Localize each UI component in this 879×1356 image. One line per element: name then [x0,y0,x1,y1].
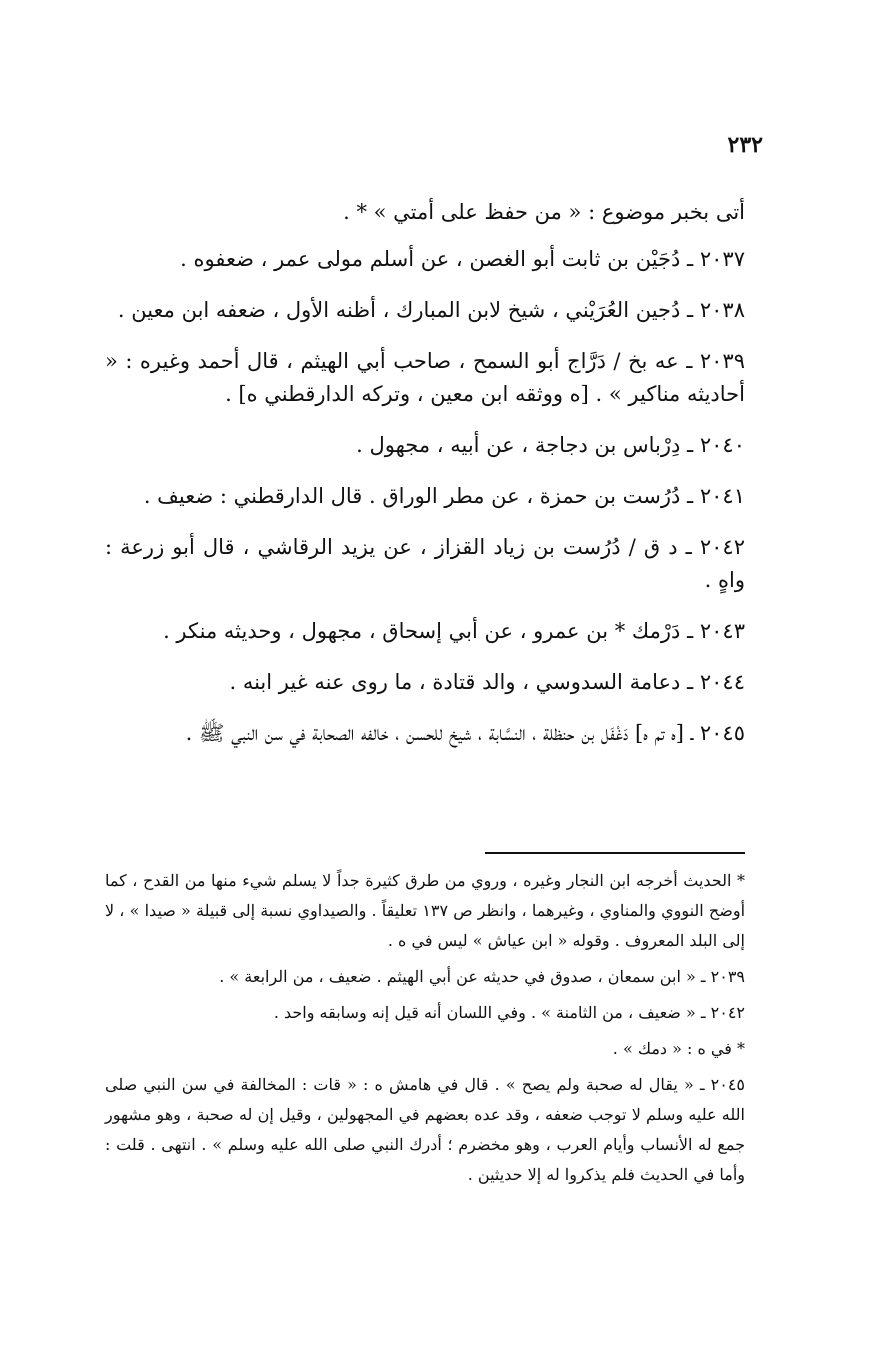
entry-2044: ٢٠٤٤ ـ دعامة السدوسي ، والد قتادة ، ما روى عنه غير ابنه . [229,670,745,694]
footnote-separator [485,852,745,854]
main-text [105,196,745,768]
entry-2042: ٢٠٤٢ ـ د ق / دُرُست بن زياد القزاز ، عن يزيد الرقاشي ، قال أبو زرعة : واهٍ . [105,535,745,592]
entry-2041: ٢٠٤١ ـ دُرُست بن حمزة ، عن مطر الوراق . قال الدارقطني : ضعيف . [143,484,745,508]
footnote-darmak: * في ه : « دمك » . [612,1039,745,1058]
footnote-hadith: * الحديث أخرجه ابن النجار وغيره ، وروي من طرق كثيرة جداً لا يسلم شيء منها من القدح ، كما أوضح النووي والمناوي ، وغيرهما ، وانظر ص ١٣٧ تعليقاً . والصيداوي نسبة إلى قبيلة « صيدا » ، لا إلى البلد المعروف . وقوله « ابن عياش » ليس في ه . [105,871,746,950]
footnote-2042: ٢٠٤٢ ـ « ضعيف ، من الثامنة » . وفي اللسان أنه قيل إنه وسابقه واحد . [273,1003,745,1022]
entry-2045: ٢٠٤٥ ـ [ه تم ه] دَغْفَل بن حنظلة ، النسَّابة ، شيخ للحسن ، خالفه الصحابة في سن النبي ﷺ . [185,721,745,745]
footnote-2039: ٢٠٣٩ ـ « ابن سمعان ، صدوق في حديثه عن أبي الهيثم . ضعيف ، من الرابعة » . [219,967,745,986]
footnotes [105,866,745,1196]
entry-2039: ٢٠٣٩ ـ عه بخ / دَرَّاج أبو السمح ، صاحب أبي الهيثم ، قال أحمد وغيره : « أحاديثه مناكير » . [ه ووثقه ابن معين ، وتركه الدارقطني ه] . [105,349,745,406]
entry-2037: ٢٠٣٧ ـ دُجَيْن بن ثابت أبو الغصن ، عن أسلم مولى عمر ، ضعفوه . [180,247,745,271]
entry-2040: ٢٠٤٠ ـ دِرْباس بن دجاجة ، عن أبيه ، مجهول . [356,433,745,457]
page-number: ٢٣٢ [727,132,763,158]
entry-2038: ٢٠٣٨ ـ دُجين العُرَيْني ، شيخ لابن المبارك ، أظنه الأول ، ضعفه ابن معين . [117,298,745,322]
footnote-2045: ٢٠٤٥ ـ « يقال له صحبة ولم يصح » . قال في هامش ه : « قات : المخالفة في سن النبي صلى الله عليه وسلم لا توجب ضعفه ، وقد عده بعضهم في المجهولين ، وقيل إن له صحبة ، وهو مشهور جمع له الأنساب وأيام العرب ، وهو مخضرم ؛ أدرك النبي صلى الله عليه وسلم » . انتهى . قلت : وأما في الحديث فلم يذكروا له إلا حديثين . [105,1075,745,1184]
entry-2043: ٢٠٤٣ ـ دَرْمك * بن عمرو ، عن أبي إسحاق ، مجهول ، وحديثه منكر . [163,619,745,643]
intro-line: أتى بخبر موضوع : « من حفظ على أمتي » * . [343,200,745,224]
